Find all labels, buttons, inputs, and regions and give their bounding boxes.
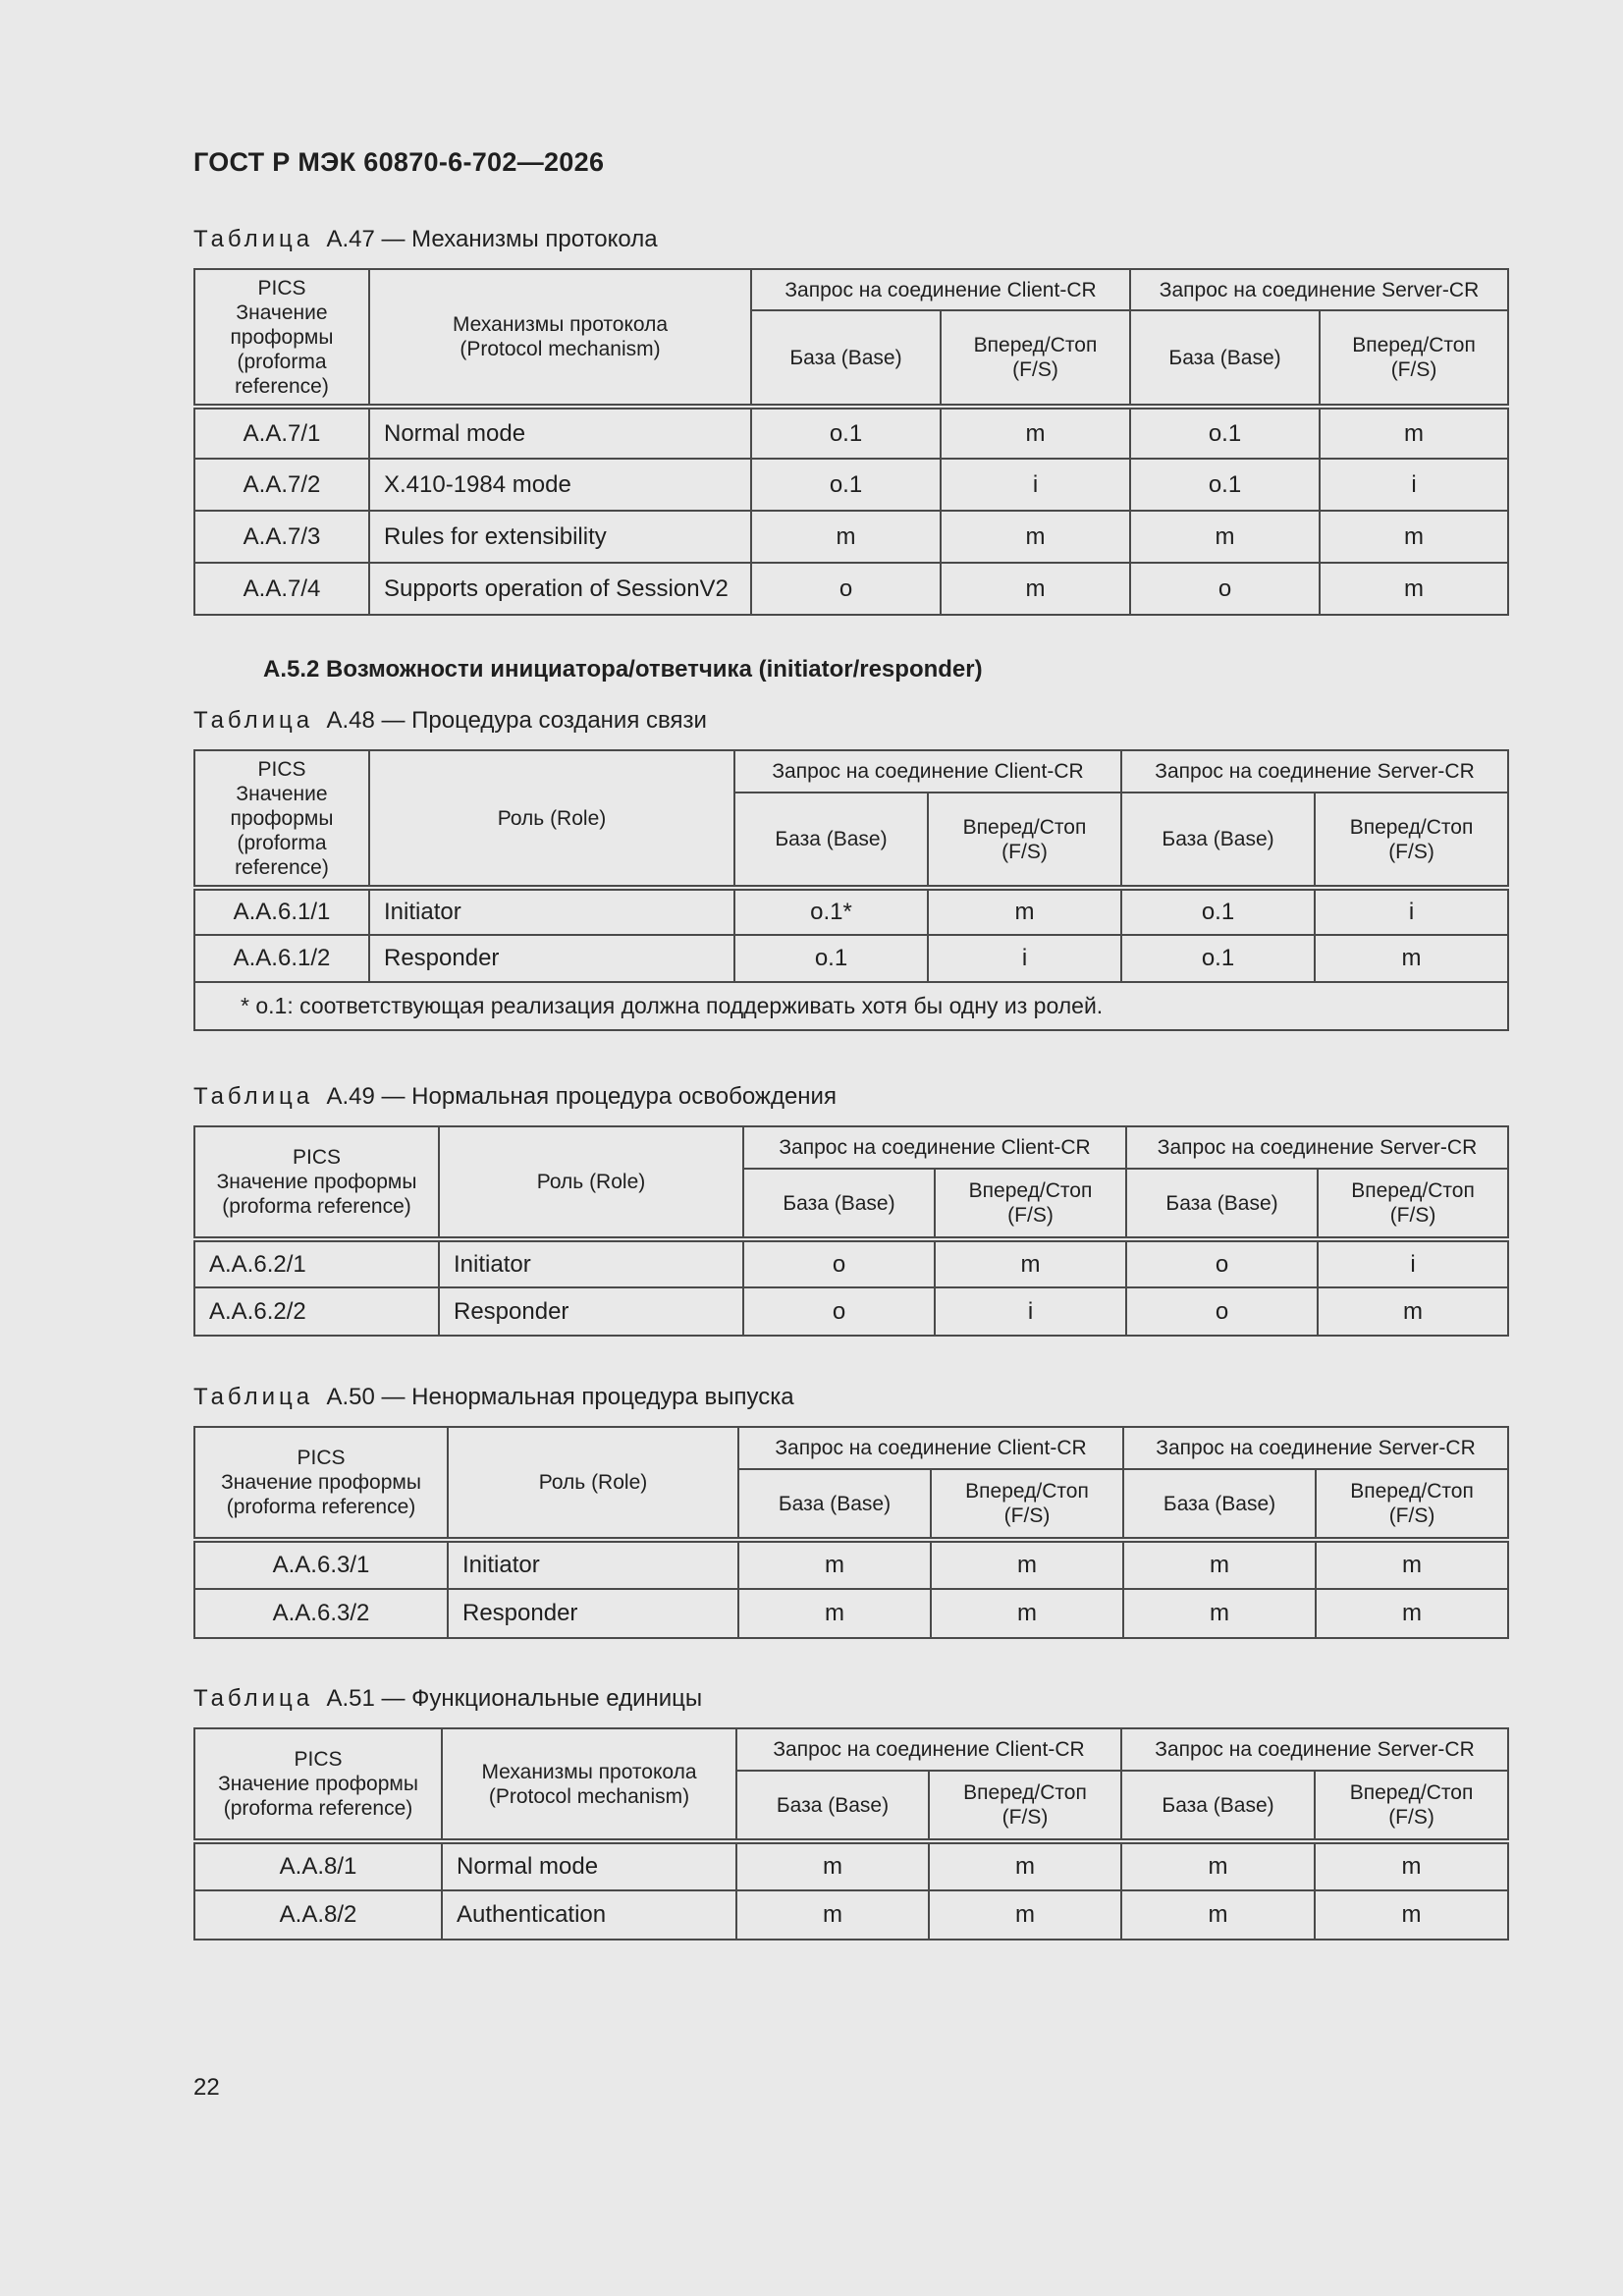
client-fs-header bbox=[928, 793, 1121, 888]
header-line: (proforma bbox=[237, 350, 327, 373]
header-line: Значение проформы bbox=[221, 1471, 421, 1494]
header-line: Вперед/Стоп bbox=[1352, 334, 1476, 356]
server-fs-cell: m bbox=[1320, 511, 1508, 563]
server-base-cell: o bbox=[1126, 1287, 1318, 1336]
table-row bbox=[194, 888, 1508, 935]
pics-cell: A.A.8/1 bbox=[194, 1841, 442, 1890]
mechanism-cell: X.410-1984 mode bbox=[369, 459, 751, 511]
header-line: PICS bbox=[292, 1146, 341, 1169]
client-cr-header: Запрос на соединение Client-CR bbox=[736, 1728, 1121, 1771]
mechanism-cell: Normal mode bbox=[369, 407, 751, 459]
header-line: (F/S) bbox=[1003, 1504, 1051, 1527]
client-base-header: База (Base) bbox=[734, 793, 928, 888]
mechanism-header bbox=[369, 750, 734, 888]
header-line: (F/S) bbox=[1001, 840, 1048, 863]
header-line: Вперед/Стоп bbox=[965, 1480, 1089, 1503]
mechanism-cell: Responder bbox=[369, 935, 734, 982]
header-line: Вперед/Стоп bbox=[973, 334, 1098, 356]
header-line: reference) bbox=[235, 855, 329, 879]
server-fs-cell: m bbox=[1316, 1540, 1508, 1589]
page-number: 22 bbox=[193, 2074, 220, 2101]
client-base-cell: m bbox=[738, 1589, 931, 1638]
table-a50 bbox=[193, 1426, 1509, 1639]
header-line: (proforma reference) bbox=[226, 1496, 416, 1518]
header-line: (Protocol mechanism) bbox=[460, 338, 661, 360]
table-a47 bbox=[193, 268, 1509, 616]
table-caption bbox=[193, 1083, 837, 1111]
server-fs-header bbox=[1316, 1469, 1508, 1540]
caption-prefix: Таблица bbox=[193, 1384, 314, 1410]
server-base-header: База (Base) bbox=[1121, 1771, 1315, 1841]
mechanism-header bbox=[448, 1427, 738, 1540]
header-line: Значение проформы bbox=[216, 1171, 417, 1193]
table-row bbox=[194, 1239, 1508, 1287]
table-a49 bbox=[193, 1125, 1509, 1337]
pics-cell: A.A.6.2/2 bbox=[194, 1287, 439, 1336]
server-fs-cell: i bbox=[1320, 459, 1508, 511]
client-fs-cell: i bbox=[941, 459, 1130, 511]
server-fs-cell: i bbox=[1315, 888, 1508, 935]
pics-cell: A.A.6.1/1 bbox=[194, 888, 369, 935]
pics-header bbox=[194, 269, 369, 407]
mechanism-cell: Normal mode bbox=[442, 1841, 736, 1890]
client-fs-cell: i bbox=[928, 935, 1121, 982]
server-base-cell: o bbox=[1130, 563, 1320, 615]
header-line: (F/S) bbox=[1388, 1806, 1434, 1829]
client-fs-header bbox=[929, 1771, 1121, 1841]
header-line: PICS bbox=[257, 276, 306, 300]
table-row bbox=[194, 1589, 1508, 1638]
mechanism-cell: Initiator bbox=[439, 1239, 743, 1287]
header-line: Значение bbox=[236, 301, 328, 324]
header-line: (Protocol mechanism) bbox=[488, 1784, 690, 1808]
header-line: (proforma reference) bbox=[222, 1195, 411, 1218]
header-line: (F/S) bbox=[1012, 358, 1058, 381]
table-caption bbox=[193, 707, 707, 735]
server-cr-header: Запрос на соединение Server-CR bbox=[1130, 269, 1508, 310]
header-line: (proforma bbox=[237, 831, 327, 854]
server-base-cell: m bbox=[1123, 1589, 1316, 1638]
pics-header bbox=[194, 1126, 439, 1239]
pics-cell: A.A.7/2 bbox=[194, 459, 369, 511]
server-base-header: База (Base) bbox=[1130, 310, 1320, 407]
pics-header bbox=[194, 1427, 448, 1540]
caption-prefix: Таблица bbox=[193, 707, 314, 734]
header-line: (F/S) bbox=[1001, 1806, 1049, 1829]
client-base-header: База (Base) bbox=[751, 310, 941, 407]
section-heading: А.5.2 Возможности инициатора/ответчика (initiator/responder) bbox=[263, 656, 983, 683]
pics-cell: A.A.7/3 bbox=[194, 511, 369, 563]
client-fs-header bbox=[941, 310, 1130, 407]
server-fs-cell: m bbox=[1315, 1890, 1508, 1940]
caption-prefix: Таблица bbox=[193, 226, 314, 252]
client-fs-header bbox=[931, 1469, 1123, 1540]
table-row bbox=[194, 511, 1508, 563]
pics-header bbox=[194, 750, 369, 888]
server-fs-header bbox=[1320, 310, 1508, 407]
pics-cell: A.A.6.1/2 bbox=[194, 935, 369, 982]
client-fs-cell: i bbox=[935, 1287, 1126, 1336]
pics-header bbox=[194, 1728, 442, 1841]
client-fs-cell: m bbox=[931, 1589, 1123, 1638]
client-base-cell: o.1 bbox=[751, 407, 941, 459]
pics-cell: A.A.6.2/1 bbox=[194, 1239, 439, 1287]
pics-cell: A.A.8/2 bbox=[194, 1890, 442, 1940]
server-base-cell: m bbox=[1121, 1841, 1315, 1890]
server-fs-cell: m bbox=[1315, 1841, 1508, 1890]
caption-text: А.51 — Функциональные единицы bbox=[326, 1685, 703, 1712]
table-row bbox=[194, 1287, 1508, 1336]
server-base-header: База (Base) bbox=[1123, 1469, 1316, 1540]
server-cr-header: Запрос на соединение Server-CR bbox=[1126, 1126, 1508, 1169]
mechanism-cell: Initiator bbox=[448, 1540, 738, 1589]
client-base-header: База (Base) bbox=[743, 1169, 935, 1239]
table-row bbox=[194, 1841, 1508, 1890]
server-base-cell: o bbox=[1126, 1239, 1318, 1287]
client-fs-cell: m bbox=[941, 407, 1130, 459]
server-fs-header bbox=[1315, 793, 1508, 888]
server-fs-header bbox=[1315, 1771, 1508, 1841]
table-row bbox=[194, 1540, 1508, 1589]
server-base-header: База (Base) bbox=[1126, 1169, 1318, 1239]
client-base-cell: o bbox=[743, 1287, 935, 1336]
client-base-cell: o.1 bbox=[734, 935, 928, 982]
header-line: (proforma reference) bbox=[223, 1797, 413, 1820]
header-line: (F/S) bbox=[1388, 840, 1434, 863]
server-base-cell: m bbox=[1130, 511, 1320, 563]
client-fs-cell: m bbox=[941, 511, 1130, 563]
header-line: Вперед/Стоп bbox=[1349, 815, 1474, 839]
header-line: PICS bbox=[297, 1447, 346, 1469]
header-line: Вперед/Стоп bbox=[968, 1179, 1093, 1202]
mechanism-header bbox=[439, 1126, 743, 1239]
client-cr-header: Запрос на соединение Client-CR bbox=[743, 1126, 1126, 1169]
client-base-header: База (Base) bbox=[738, 1469, 931, 1540]
header-line: Вперед/Стоп bbox=[1349, 1781, 1474, 1804]
header-line: PICS bbox=[294, 1748, 343, 1771]
pics-cell: A.A.7/4 bbox=[194, 563, 369, 615]
client-base-cell: m bbox=[736, 1890, 929, 1940]
client-fs-cell: m bbox=[928, 888, 1121, 935]
header-line: (F/S) bbox=[1390, 358, 1437, 381]
mechanism-cell: Responder bbox=[439, 1287, 743, 1336]
pics-cell: A.A.7/1 bbox=[194, 407, 369, 459]
client-base-header: База (Base) bbox=[736, 1771, 929, 1841]
client-fs-cell: m bbox=[929, 1841, 1121, 1890]
table-a48 bbox=[193, 749, 1509, 1031]
table-row bbox=[194, 563, 1508, 615]
header-line: (F/S) bbox=[1388, 1504, 1435, 1527]
caption-text: А.50 — Ненормальная процедура выпуска bbox=[326, 1384, 794, 1410]
server-base-cell: m bbox=[1123, 1540, 1316, 1589]
header-line: Вперед/Стоп bbox=[962, 815, 1087, 839]
header-line: Вперед/Стоп bbox=[1350, 1480, 1474, 1503]
table-row bbox=[194, 459, 1508, 511]
caption-prefix: Таблица bbox=[193, 1685, 314, 1712]
caption-text: А.48 — Процедура создания связи bbox=[326, 707, 707, 734]
client-fs-cell: m bbox=[935, 1239, 1126, 1287]
server-fs-cell: m bbox=[1320, 563, 1508, 615]
table-note: * o.1: соответствующая реализация должна поддерживать хотя бы одну из ролей. bbox=[194, 982, 1508, 1030]
server-base-cell: o.1 bbox=[1121, 935, 1315, 982]
server-base-cell: m bbox=[1121, 1890, 1315, 1940]
server-cr-header: Запрос на соединение Server-CR bbox=[1123, 1427, 1508, 1469]
server-base-header: База (Base) bbox=[1121, 793, 1315, 888]
client-fs-header bbox=[935, 1169, 1126, 1239]
mechanism-cell: Initiator bbox=[369, 888, 734, 935]
server-fs-cell: m bbox=[1318, 1287, 1508, 1336]
caption-text: А.49 — Нормальная процедура освобождения bbox=[326, 1083, 837, 1110]
header-line: Роль (Role) bbox=[536, 1171, 646, 1193]
client-cr-header: Запрос на соединение Client-CR bbox=[738, 1427, 1123, 1469]
client-base-cell: m bbox=[736, 1841, 929, 1890]
server-fs-cell: i bbox=[1318, 1239, 1508, 1287]
client-base-cell: m bbox=[738, 1540, 931, 1589]
server-base-cell: o.1 bbox=[1121, 888, 1315, 935]
header-line: (F/S) bbox=[1389, 1204, 1436, 1227]
table-caption bbox=[193, 226, 658, 253]
mechanism-cell: Authentication bbox=[442, 1890, 736, 1940]
client-fs-cell: m bbox=[929, 1890, 1121, 1940]
client-fs-cell: m bbox=[931, 1540, 1123, 1589]
caption-text: А.47 — Механизмы протокола bbox=[326, 226, 658, 252]
client-base-cell: o.1 bbox=[751, 459, 941, 511]
pics-cell: A.A.6.3/2 bbox=[194, 1589, 448, 1638]
client-cr-header: Запрос на соединение Client-CR bbox=[734, 750, 1121, 793]
header-line: Вперед/Стоп bbox=[963, 1781, 1087, 1804]
header-line: Вперед/Стоп bbox=[1351, 1179, 1475, 1202]
header-line: Механизмы протокола bbox=[452, 313, 669, 336]
mechanism-cell: Supports operation of SessionV2 bbox=[369, 563, 751, 615]
note-row bbox=[194, 982, 1508, 1030]
header-line: Механизмы протокола bbox=[481, 1760, 697, 1783]
table-row bbox=[194, 407, 1508, 459]
server-fs-cell: m bbox=[1320, 407, 1508, 459]
header-line: проформы bbox=[230, 325, 334, 349]
document-title: ГОСТ Р МЭК 60870-6-702—2026 bbox=[193, 147, 605, 177]
client-base-cell: o.1* bbox=[734, 888, 928, 935]
client-base-cell: o bbox=[743, 1239, 935, 1287]
server-fs-cell: m bbox=[1315, 935, 1508, 982]
mechanism-header bbox=[369, 269, 751, 407]
server-base-cell: o.1 bbox=[1130, 459, 1320, 511]
pics-cell: A.A.6.3/1 bbox=[194, 1540, 448, 1589]
mechanism-header bbox=[442, 1728, 736, 1841]
header-line: reference) bbox=[235, 374, 329, 398]
header-line: Значение проформы bbox=[218, 1773, 418, 1795]
header-line: проформы bbox=[230, 806, 334, 830]
client-base-cell: m bbox=[751, 511, 941, 563]
header-line: Роль (Role) bbox=[497, 806, 607, 830]
server-base-cell: o.1 bbox=[1130, 407, 1320, 459]
header-line: Значение bbox=[236, 782, 328, 805]
client-base-cell: o bbox=[751, 563, 941, 615]
table-row bbox=[194, 1890, 1508, 1940]
client-cr-header: Запрос на соединение Client-CR bbox=[751, 269, 1130, 310]
server-cr-header: Запрос на соединение Server-CR bbox=[1121, 750, 1508, 793]
header-line: PICS bbox=[257, 757, 306, 781]
mechanism-cell: Rules for extensibility bbox=[369, 511, 751, 563]
mechanism-cell: Responder bbox=[448, 1589, 738, 1638]
header-line: Роль (Role) bbox=[538, 1471, 648, 1494]
table-a51 bbox=[193, 1727, 1509, 1941]
server-fs-header bbox=[1318, 1169, 1508, 1239]
caption-prefix: Таблица bbox=[193, 1083, 314, 1110]
table-caption bbox=[193, 1685, 702, 1713]
server-fs-cell: m bbox=[1316, 1589, 1508, 1638]
server-cr-header: Запрос на соединение Server-CR bbox=[1121, 1728, 1508, 1771]
client-fs-cell: m bbox=[941, 563, 1130, 615]
table-row bbox=[194, 935, 1508, 982]
header-line: (F/S) bbox=[1007, 1204, 1054, 1227]
table-caption bbox=[193, 1384, 794, 1411]
